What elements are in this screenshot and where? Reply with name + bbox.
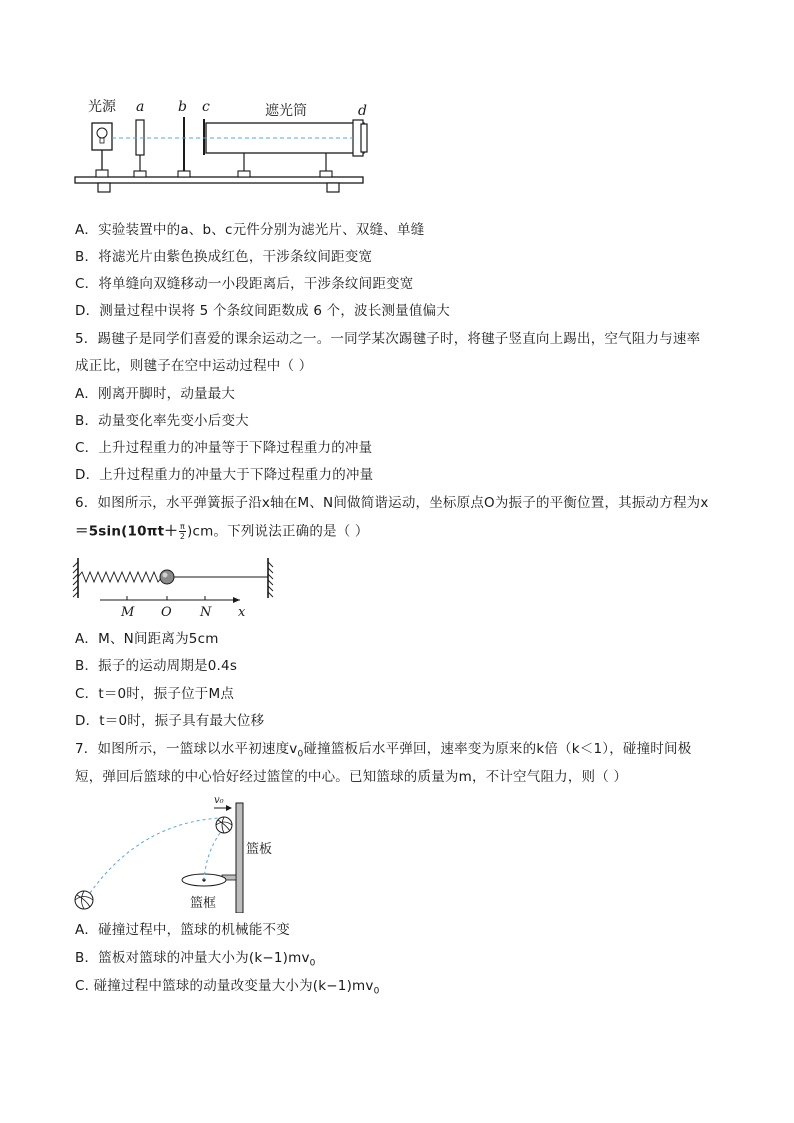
q7-stem-sub: 0 xyxy=(297,749,304,760)
q7-option-b-sub: 0 xyxy=(309,958,316,969)
q7-option-c-text: C. 碰撞过程中篮球的动量改变量大小为(k−1)mv xyxy=(75,978,374,994)
q6-stem-line2 xyxy=(75,522,369,541)
q7-option-b xyxy=(75,949,316,973)
q6-frac-num: π xyxy=(179,522,185,531)
q5-option-c: C．上升过程重力的冲量等于下降过程重力的冲量 xyxy=(75,440,373,456)
q5-option-b: B．动量变化率先变小后变大 xyxy=(75,413,249,429)
q6-equation-pre: ＝5sin(10πt＋ xyxy=(75,523,178,540)
label-v0: v₀ xyxy=(214,795,224,806)
label-x: x xyxy=(238,605,246,620)
q6-equation-post: )cm。下列说法正确的是（ ） xyxy=(187,523,369,540)
label-b: b xyxy=(178,99,187,115)
q7-stem-post: 碰撞篮板后水平弹回，速率变为原来的k倍（k＜1），碰撞时间极 xyxy=(303,741,692,757)
q7-stem-line2: 短，弹回后篮球的中心恰好经过篮筐的中心。已知篮球的质量为m，不计空气阻力，则（ ） xyxy=(75,769,628,785)
label-a: a xyxy=(136,99,145,115)
q6-option-c: C．t＝0时，振子位于M点 xyxy=(75,686,235,702)
q5-stem-line2: 成正比，则毽子在空中运动过程中（ ） xyxy=(75,358,313,374)
label-tube: 遮光筒 xyxy=(265,103,307,119)
label-light-source: 光源 xyxy=(88,99,116,115)
q7-option-c xyxy=(75,977,380,1001)
label-O: O xyxy=(161,605,172,620)
label-N: N xyxy=(200,605,212,620)
q4-option-b: B．将滤光片由紫色换成红色，干涉条纹间距变宽 xyxy=(75,249,373,265)
fig-basketball xyxy=(70,793,290,913)
q7-option-c-sub: 0 xyxy=(373,986,380,997)
q6-fraction xyxy=(179,522,186,541)
label-d: d xyxy=(358,103,367,119)
q6-frac-den: 2 xyxy=(179,532,186,541)
label-backboard: 篮板 xyxy=(246,842,273,857)
q7-option-b-text: B．篮板对篮球的冲量大小为(k−1)mv xyxy=(75,950,310,966)
q7-stem-pre: 7．如图所示，一篮球以水平初速度v xyxy=(75,741,298,757)
q5-stem-line1: 5．踢毽子是同学们喜爱的课余运动之一。一同学某次踢毽子时，将毽子竖直向上踢出，空气阻力与速率 xyxy=(75,331,701,347)
q6-option-b: B．振子的运动周期是0.4s xyxy=(75,658,238,674)
q7-stem-line1 xyxy=(75,740,691,764)
q5-option-a: A．刚离开脚时，动量最大 xyxy=(75,386,236,402)
q4-option-c: C．将单缝向双缝移动一小段距离后，干涉条纹间距变宽 xyxy=(75,276,414,292)
q6-stem-line1: 6．如图所示，水平弹簧振子沿x轴在M、N间做简谐运动，坐标原点O为振子的平衡位置，其振动方程为x xyxy=(75,495,709,511)
fig-interference-apparatus xyxy=(70,95,370,195)
q5-option-d: D．上升过程重力的冲量大于下降过程重力的冲量 xyxy=(75,467,374,483)
q6-option-d: D．t＝0时，振子具有最大位移 xyxy=(75,713,265,729)
q4-option-d: D．测量过程中误将 5 个条纹间距数成 6 个，波长测量值偏大 xyxy=(75,303,450,319)
q4-option-a: A．实验装置中的a、b、c元件分别为滤光片、双缝、单缝 xyxy=(75,222,425,238)
q6-option-a: A．M、N间距离为5cm xyxy=(75,631,219,647)
fig-spring-oscillator xyxy=(70,556,285,620)
q7-option-a: A．碰撞过程中，篮球的机械能不变 xyxy=(75,922,290,938)
label-M: M xyxy=(121,605,135,620)
label-c: c xyxy=(202,99,210,115)
label-hoop: 篮框 xyxy=(190,896,217,911)
